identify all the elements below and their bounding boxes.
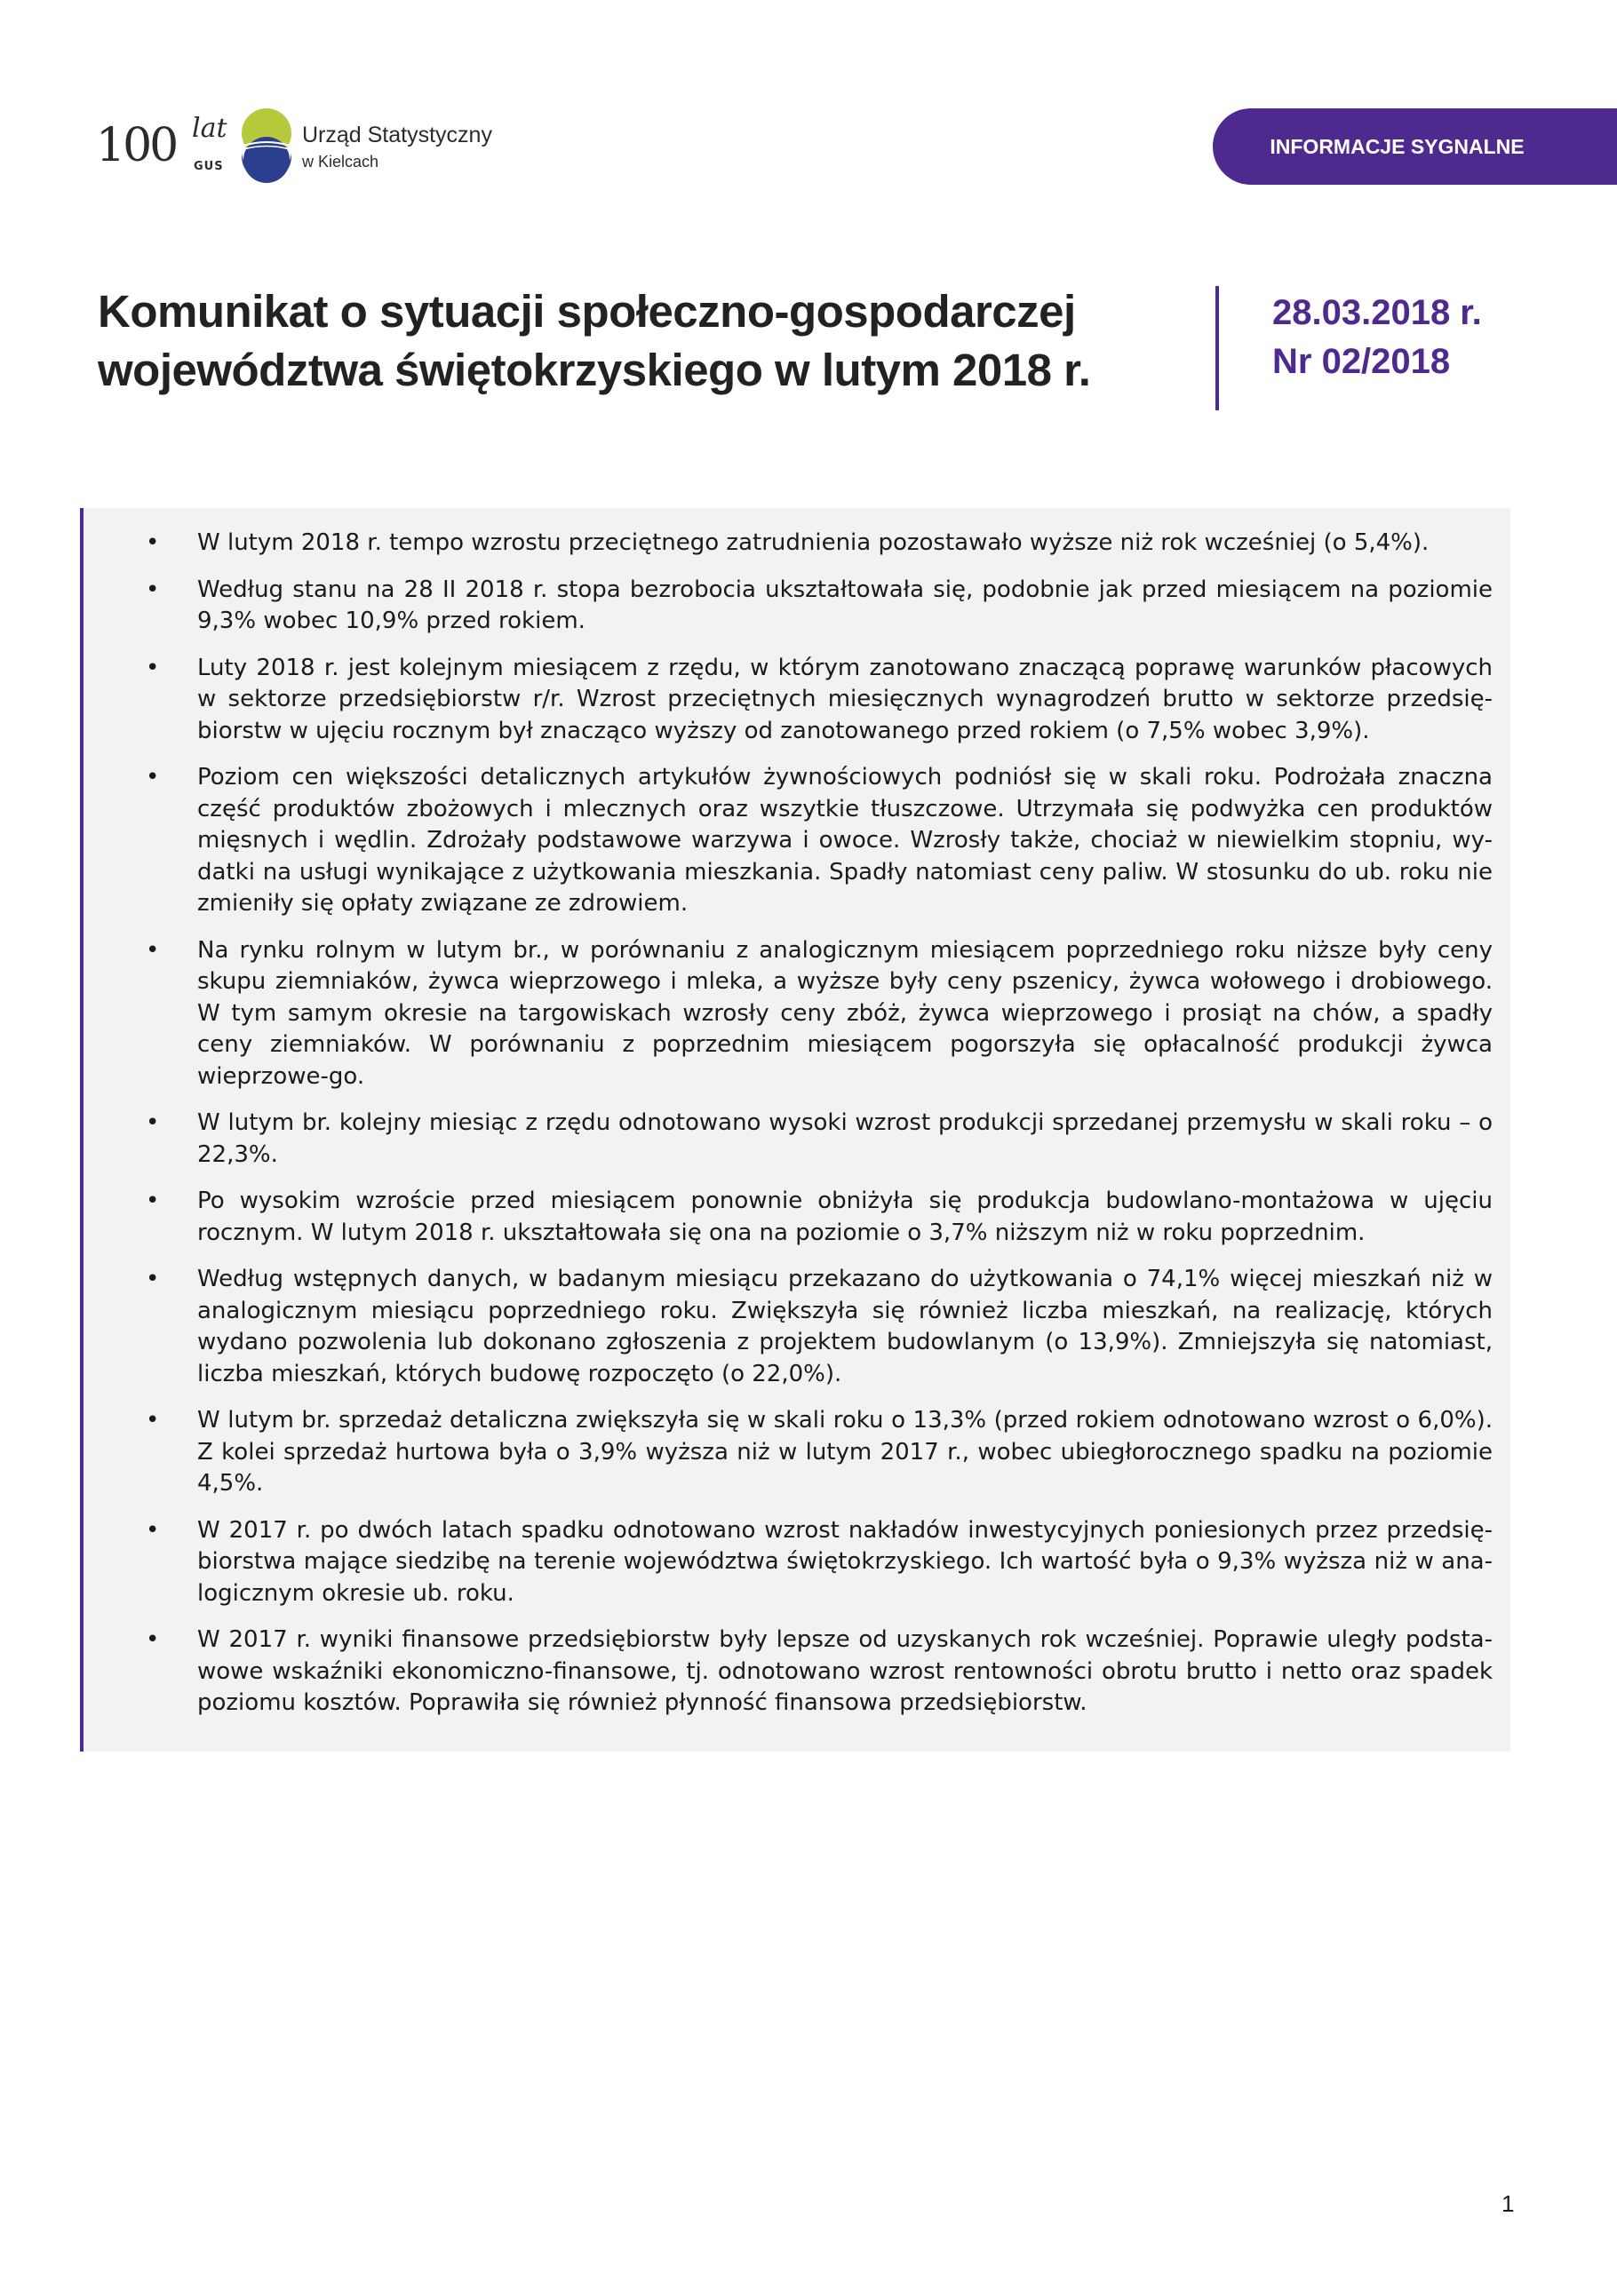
title-line-1: Komunikat o sytuacji społeczno-gospodarczej [98, 286, 1076, 337]
summary-item-text: Poziom cen większości detalicznych artykułów żywnościowych podniósł się w skali roku. Podrożała znaczna część produktów zbożowych i mlecznych oraz wszytkie tłuszczowe. Utrzymała się podwyżka cen produktów mięsnych i wędlin. Zdrożały podstawowe warzywa i owoce. Wzrosły także, chociaż w niewielkim stopniu, wy-datki na usługi wynikające z użytkowania mieszkania. Spadły natomiast ceny paliw. W stosunku do ub. roku nie zmieniły się opłaty związane ze zdrowiem. [197, 764, 1493, 917]
document-title [98, 282, 1191, 400]
information-type-badge: INFORMACJE SYGNALNE [1213, 108, 1617, 185]
summary-item-text: Według wstępnych danych, w badanym miesiącu przekazano do użytkowania o 74,1% więcej mieszkań niż w analogicznym miesiącu poprzedniego roku. Zwiększyła się również liczba mieszkań, na realizację, których wydano pozwolenia lub dokonano zgłoszenia z projektem budowlanym (o 13,9%). Zmniejszyła się natomiast, liczba mieszkań, których budowę rozpoczęto (o 22,0%). [197, 1266, 1493, 1387]
summary-item [84, 1405, 1493, 1500]
page-number: 1 [1502, 2190, 1515, 2217]
summary-item-text: Luty 2018 r. jest kolejnym miesiącem z rzędu, w którym zanotowano znaczącą poprawę warunków płacowych w sektorze przedsiębiorstw r/r. Wzrost przeciętnych miesięcznych wynagrodzeń brutto w sektorze przedsię-biorstw w ujęciu rocznym był znacząco wyższy od zanotowanego przed rokiem (o 7,5% wobec 3,9%). [197, 654, 1493, 744]
bullet-icon: • [146, 654, 160, 681]
title-line-2: województwa świętokrzyskiego w lutym 2018 r. [98, 345, 1091, 395]
statistics-office-logo-icon [238, 105, 295, 185]
summary-item [84, 1625, 1493, 1720]
summary-item-text: Według stanu na 28 II 2018 r. stopa bezrobocia ukształtowała się, podobnie jak przed miesiącem na poziomie 9,3% wobec 10,9% przed rokiem. [197, 576, 1493, 634]
summary-item [84, 1108, 1493, 1171]
bullet-icon: • [146, 529, 160, 556]
office-city: w Kielcach [302, 153, 379, 171]
summary-item-text: W lutym br. kolejny miesiąc z rzędu odnotowano wysoki wzrost produkcji sprzedanej przemysłu w skali roku – o 22,3%. [197, 1109, 1493, 1168]
bullet-icon: • [146, 764, 160, 790]
bullet-icon: • [146, 1109, 160, 1136]
office-name: Urząd Statystyczny [302, 123, 492, 147]
title-divider [1215, 286, 1219, 410]
summary-item [84, 762, 1493, 920]
bullet-icon: • [146, 1266, 160, 1292]
publication-number: Nr 02/2018 [1272, 342, 1451, 381]
bullet-icon: • [146, 936, 160, 964]
summary-item-text: Na rynku rolnym w lutym br., w porównaniu z analogicznym miesiącem poprzedniego roku niższe były ceny skupu ziemniaków, żywca wieprzowego i mleka, a wyższe były ceny pszenicy, żywca wołowego i drobiowego. W tym samym okresie na targowiskach wzrosły ceny zbóż, żywca wieprzowego i prosiąt na chów, a spadły ceny ziemniaków. W porównaniu z poprzednim miesiącem pogorszyła się opłacalność produkcji żywca wieprzowe-go. [197, 936, 1493, 1090]
summary-item [84, 1186, 1493, 1249]
summary-item [84, 575, 1493, 638]
summary-box [80, 508, 1510, 1752]
bullet-icon: • [146, 1407, 160, 1434]
summary-item-text: Po wysokim wzroście przed miesiącem ponownie obniżyła się produkcja budowlano-montażowa w ujęciu rocznym. W lutym 2018 r. ukształtowała się ona na poziomie o 3,7% niższym niż w roku poprzednim. [197, 1188, 1493, 1246]
summary-item-text: W 2017 r. wyniki finansowe przedsiębiorstw były lepsze od uzyskanych rok wcześniej. Poprawie uległy podsta-wowe wskaźniki ekonomiczno-finansowe, tj. odnotowano wzrost rentowności obrotu brutto i netto oraz spadek poziomu kosztów. Poprawiła się również płynność finansowa przedsiębiorstw. [197, 1626, 1493, 1716]
logo-gus-text: GUS [194, 160, 224, 173]
logo-100-text: 100 [96, 119, 177, 172]
summary-item [84, 1264, 1493, 1390]
summary-item [84, 653, 1493, 748]
summary-item [84, 1515, 1493, 1610]
bullet-icon: • [146, 1626, 160, 1653]
bullet-icon: • [146, 1188, 160, 1214]
summary-list [84, 528, 1493, 1720]
summary-item-text: W lutym 2018 r. tempo wzrostu przeciętnego zatrudnienia pozostawało wyższe niż rok wcześniej (o 5,4%). [197, 529, 1430, 556]
summary-item [84, 935, 1493, 1093]
logo-lat-text: lat [192, 113, 227, 144]
summary-item-text: W 2017 r. po dwóch latach spadku odnotowano wzrost nakładów inwestycyjnych poniesionych przez przedsię-biorstwa mające siedzibę na terenie województwa świętokrzyskiego. Ich wartość była o 9,3% wyższa niż w ana-logicznym okresie ub. roku. [197, 1516, 1493, 1607]
gus-logo [96, 105, 514, 194]
bullet-icon: • [146, 1516, 160, 1544]
summary-item [84, 528, 1493, 560]
bullet-icon: • [146, 576, 160, 603]
summary-item-text: W lutym br. sprzedaż detaliczna zwiększyła się w skali roku o 13,3% (przed rokiem odnotowano wzrost o 6,0%). Z kolei sprzedaż hurtowa była o 3,9% wyższa niż w lutym 2017 r., wobec ubiegłorocznego spadku na poziomie 4,5%. [197, 1407, 1493, 1497]
publication-date: 28.03.2018 r. [1272, 293, 1482, 332]
